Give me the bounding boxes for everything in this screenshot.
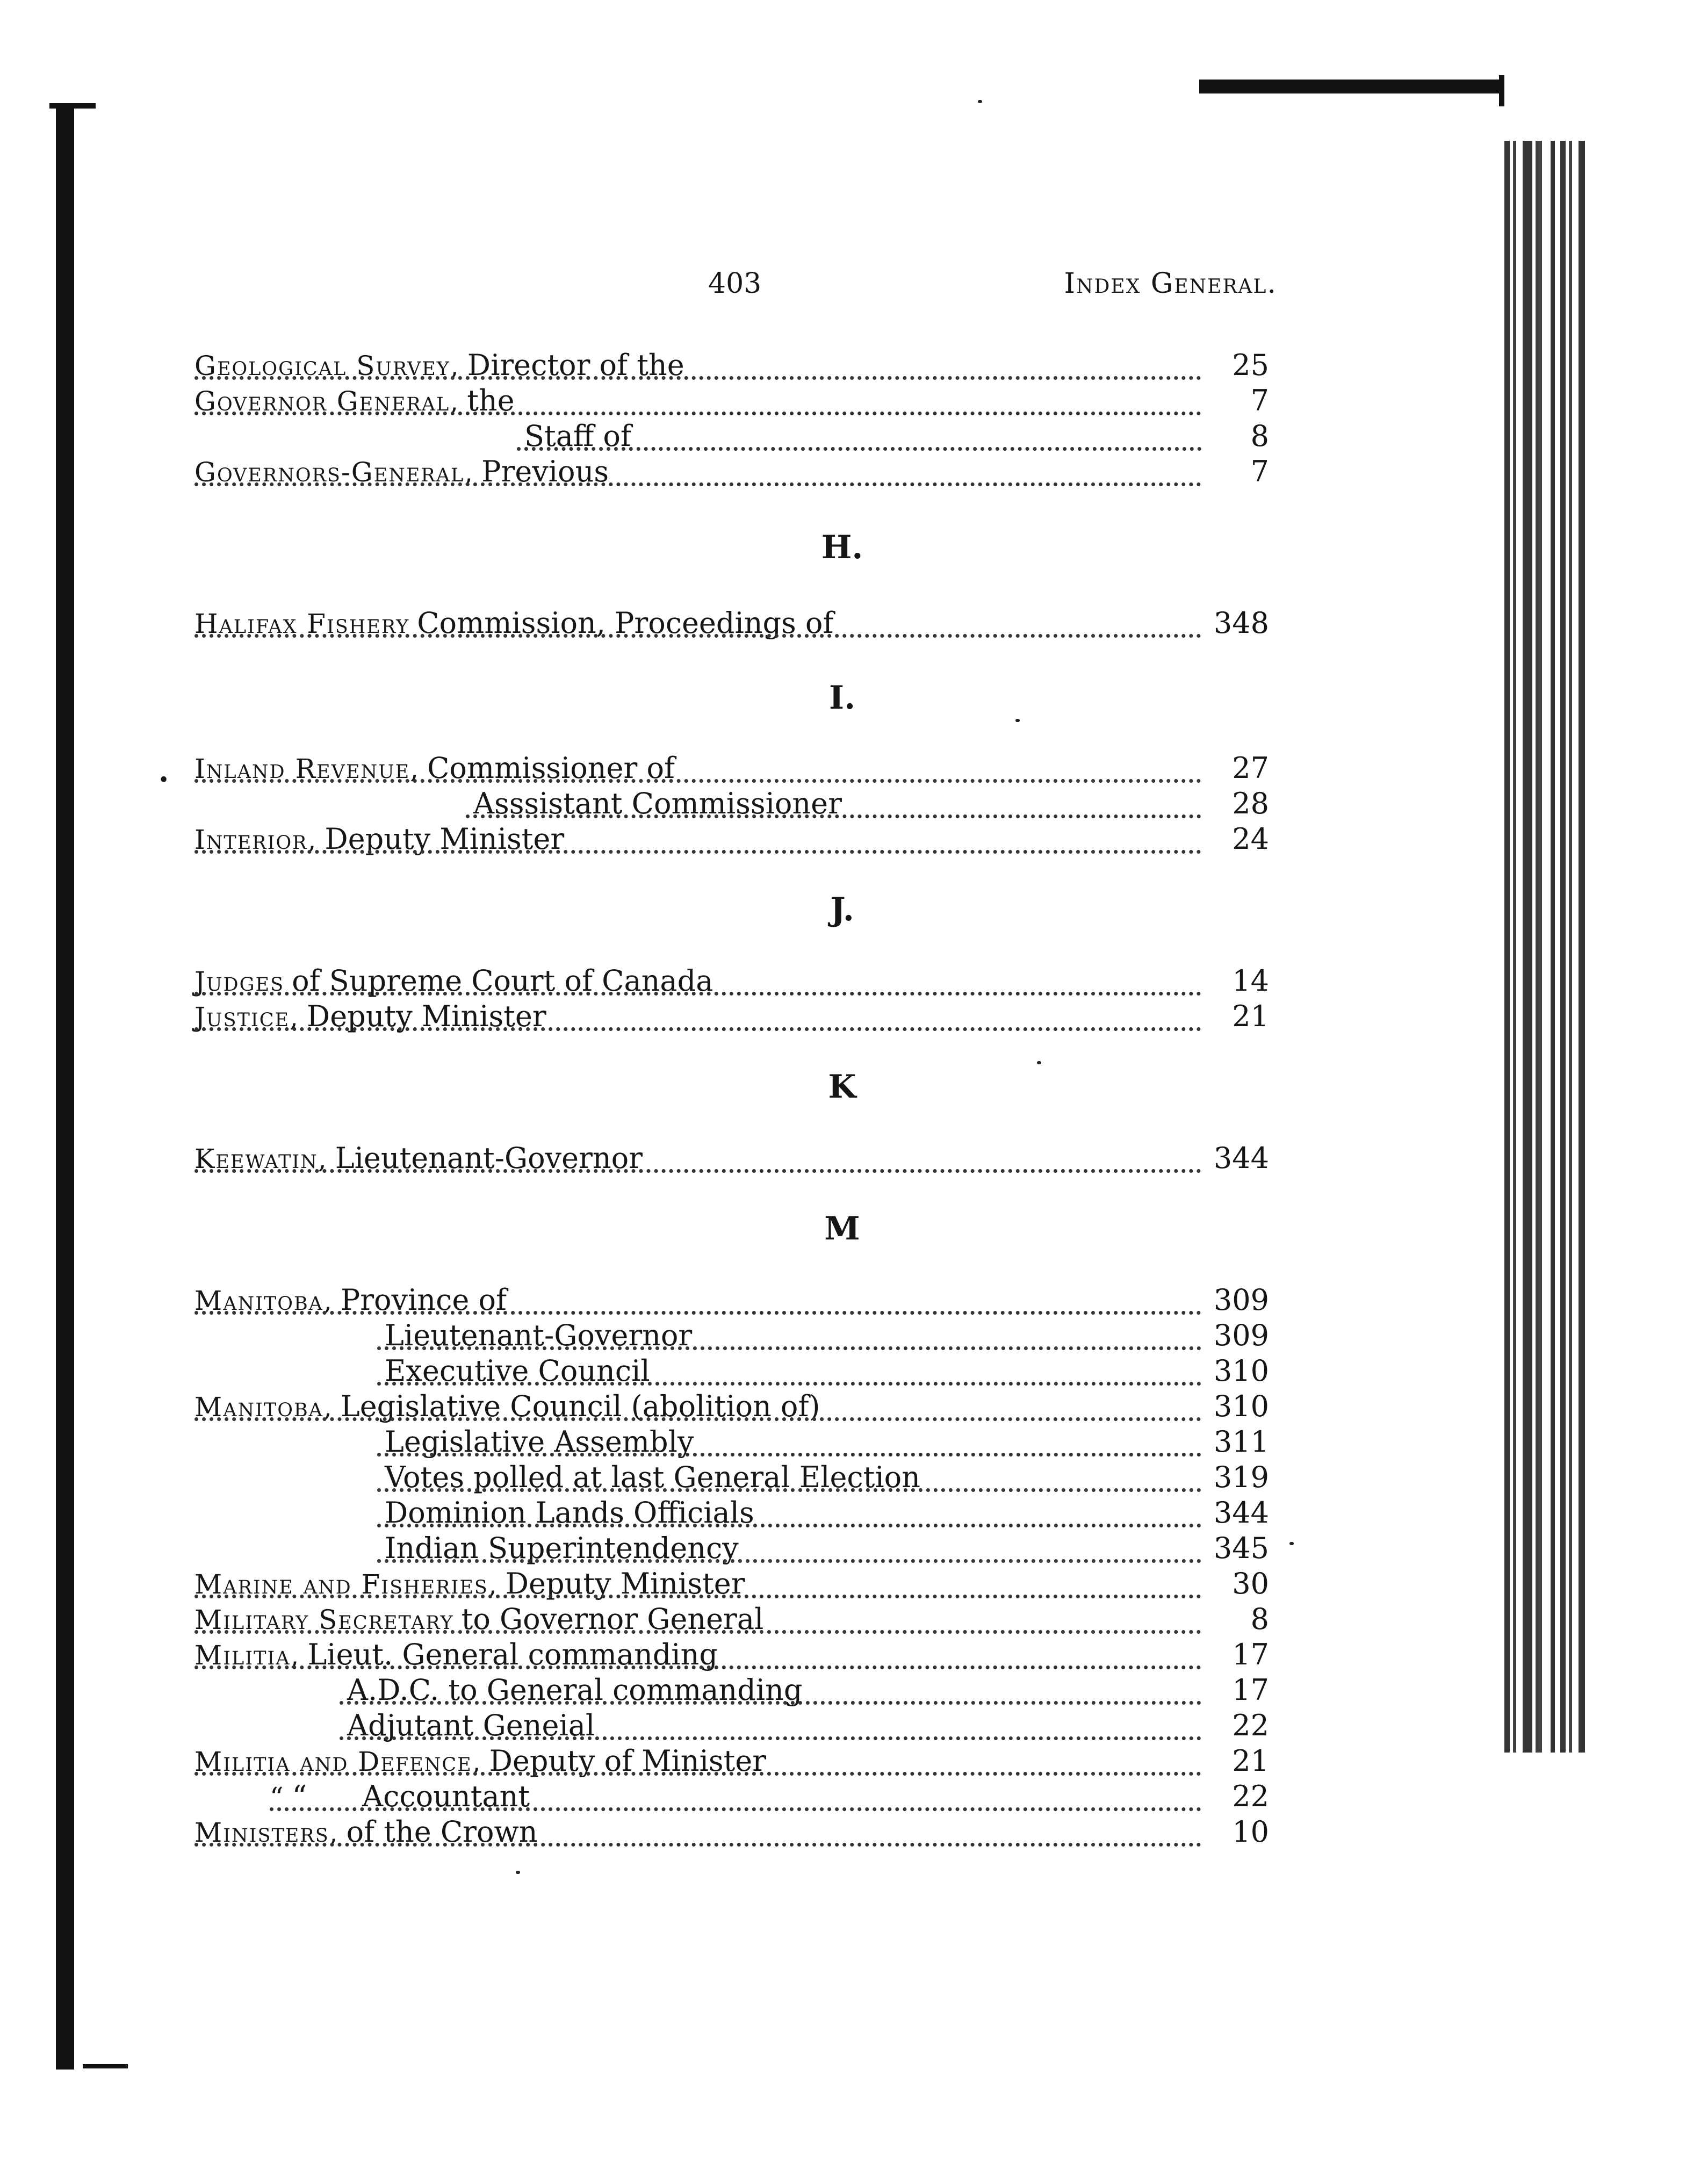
index-entry	[194, 999, 1269, 1035]
section-letter-j: J.	[830, 891, 854, 928]
entry-page: 24	[1203, 822, 1269, 856]
entry-heading: Interior,	[194, 824, 318, 855]
entry-page: 21	[1203, 1744, 1269, 1778]
entry-page: 348	[1203, 606, 1269, 640]
entry-detail: Deputy Minister	[325, 822, 565, 856]
leader-dots	[377, 1502, 1269, 1527]
scan-border-left-bottom	[83, 2064, 128, 2068]
index-entry	[194, 606, 1269, 641]
leader-dots	[466, 793, 1269, 818]
index-entry	[194, 1283, 1269, 1318]
entry-page: 17	[1203, 1673, 1269, 1707]
entry-heading: Halifax Fishery	[194, 608, 410, 639]
entry-heading: Judges	[194, 966, 285, 997]
index-entry	[194, 1141, 1269, 1177]
index-entry	[194, 455, 1269, 490]
index-entry	[194, 384, 1269, 419]
entry-detail: “ Accountant	[292, 1779, 530, 1813]
entry-page: 14	[1203, 964, 1269, 998]
entry-heading: Manitoba,	[194, 1285, 333, 1316]
leader-dots	[194, 1750, 1269, 1776]
entry-detail: Legislative Council (abolition of)	[340, 1389, 820, 1423]
leader-dots	[194, 828, 1269, 854]
entry-detail: of the Crown	[346, 1815, 538, 1849]
leader-dots	[194, 1821, 1269, 1847]
entry-page: 25	[1203, 348, 1269, 382]
entry-detail: Votes polled at last General Election	[385, 1460, 920, 1494]
index-entry	[194, 1354, 1269, 1389]
scan-edge-noise	[1504, 141, 1585, 1753]
entry-heading: Justice,	[194, 1001, 299, 1033]
scan-bullet-mark: •	[158, 769, 170, 791]
index-entry	[194, 822, 1269, 857]
entry-heading: Militia and Defence,	[194, 1746, 482, 1777]
leader-dots	[377, 1431, 1269, 1457]
entry-detail: A.D.C. to General commanding	[347, 1673, 803, 1707]
leader-dots	[194, 1573, 1269, 1598]
index-entry	[194, 1815, 1269, 1850]
entry-page: 7	[1203, 455, 1269, 488]
scan-speck	[1289, 1542, 1294, 1545]
scan-speck	[978, 100, 982, 103]
scan-speck	[516, 1871, 520, 1874]
entry-page: 311	[1203, 1425, 1269, 1459]
entry-heading: Geological Survey,	[194, 350, 460, 381]
entry-page: 309	[1203, 1318, 1269, 1352]
leader-dots	[377, 1467, 1269, 1492]
entry-detail: Deputy of Minister	[489, 1744, 767, 1778]
entry-detail: Staff of	[524, 419, 631, 453]
entry-heading: Marine and Fisheries,	[194, 1569, 498, 1600]
entry-page: 28	[1203, 787, 1269, 820]
entry-detail: Province of	[340, 1283, 507, 1317]
section-letter-m: M	[824, 1210, 860, 1248]
leader-dots	[194, 461, 1269, 486]
entry-heading: Inland Revenue,	[194, 753, 420, 784]
entry-heading: Militia,	[194, 1640, 300, 1671]
entry-heading: “	[270, 1782, 285, 1813]
entry-page: 22	[1203, 1708, 1269, 1742]
entry-page: 7	[1203, 384, 1269, 417]
leader-dots	[194, 1396, 1269, 1421]
entry-heading: Manitoba,	[194, 1391, 333, 1423]
entry-detail: Legislative Assembly	[385, 1425, 694, 1459]
entry-detail: Commission, Proceedings of	[417, 606, 834, 640]
index-entry	[194, 1496, 1269, 1531]
entry-heading: Governor General,	[194, 386, 460, 417]
index-entry	[194, 1779, 1269, 1815]
scan-border-left-top	[49, 103, 96, 109]
entry-page: 8	[1203, 1602, 1269, 1636]
index-entry	[194, 1460, 1269, 1496]
leader-dots	[194, 390, 1269, 415]
scan-border-top	[1199, 80, 1503, 93]
index-entry	[194, 1531, 1269, 1567]
leader-dots	[377, 1538, 1269, 1563]
entry-page: 344	[1203, 1496, 1269, 1530]
section-letter-k: K	[828, 1068, 856, 1106]
scan-speck	[1037, 1061, 1041, 1064]
entry-page: 344	[1203, 1141, 1269, 1175]
entry-detail: Deputy Minister	[306, 999, 546, 1033]
index-entry	[194, 1318, 1269, 1354]
leader-dots	[194, 612, 1269, 638]
entry-detail: Lieut. General commanding	[307, 1638, 718, 1671]
leader-dots	[194, 970, 1269, 996]
entry-detail: of Supreme Court of Canada	[292, 964, 714, 998]
entry-page: 310	[1203, 1389, 1269, 1423]
entry-page: 22	[1203, 1779, 1269, 1813]
entry-page: 27	[1203, 751, 1269, 785]
index-entry	[194, 787, 1269, 822]
section-letter-h: H.	[821, 529, 863, 566]
entry-detail: to Governor General	[461, 1602, 764, 1636]
entry-detail: Asssistant Commissioner	[473, 787, 842, 820]
leader-dots	[377, 1325, 1269, 1350]
leader-dots	[517, 426, 1269, 451]
leader-dots	[194, 1644, 1269, 1669]
entry-detail: Director of the	[467, 348, 684, 382]
index-entry	[194, 1567, 1269, 1602]
leader-dots	[194, 1148, 1269, 1173]
leader-dots	[270, 1786, 1269, 1811]
leader-dots	[194, 1289, 1269, 1315]
leader-dots	[194, 1006, 1269, 1031]
index-entry	[194, 1638, 1269, 1673]
entry-detail: Executive Council	[385, 1354, 650, 1388]
entry-page: 319	[1203, 1460, 1269, 1494]
index-entry	[194, 751, 1269, 787]
leader-dots	[194, 758, 1269, 783]
entry-page: 309	[1203, 1283, 1269, 1317]
section-letter-i: I.	[829, 679, 855, 717]
entry-heading: Keewatin,	[194, 1143, 328, 1174]
entry-detail: Adjutant Geneial	[347, 1708, 595, 1742]
leader-dots	[194, 355, 1269, 380]
index-entry	[194, 1708, 1269, 1744]
scan-speck	[1015, 719, 1020, 722]
index-entry	[194, 348, 1269, 384]
entry-page: 21	[1203, 999, 1269, 1033]
page-header	[0, 268, 1708, 311]
leader-dots	[377, 1360, 1269, 1386]
leader-dots	[340, 1715, 1269, 1740]
leader-dots	[340, 1679, 1269, 1705]
index-entry	[194, 1673, 1269, 1708]
index-entry	[194, 1425, 1269, 1460]
entry-detail: Commissioner of	[427, 751, 675, 785]
entry-detail: Indian Superintendency	[385, 1531, 739, 1565]
entry-page: 8	[1203, 419, 1269, 453]
entry-detail: Lieutenant-Governor	[385, 1318, 693, 1352]
index-entry	[194, 1602, 1269, 1638]
entry-heading: Military Secretary	[194, 1604, 454, 1635]
running-head: Index General.	[1064, 268, 1277, 300]
entry-page: 310	[1203, 1354, 1269, 1388]
entry-detail: Dominion Lands Officials	[385, 1496, 754, 1530]
entry-page: 10	[1203, 1815, 1269, 1849]
entry-page: 17	[1203, 1638, 1269, 1671]
index-entry	[194, 419, 1269, 455]
leader-dots	[194, 1609, 1269, 1634]
index-entry	[194, 964, 1269, 999]
entry-page: 345	[1203, 1531, 1269, 1565]
entry-detail: Deputy Minister	[505, 1567, 745, 1600]
entry-heading: Ministers,	[194, 1817, 339, 1848]
scan-border-top-tick	[1499, 75, 1504, 106]
entry-heading: Governors-General,	[194, 457, 474, 488]
entry-detail: Lieutenant-Governor	[335, 1141, 643, 1175]
page-number: 403	[708, 268, 762, 300]
index-entry	[194, 1389, 1269, 1425]
index-entry	[194, 1744, 1269, 1779]
entry-page: 30	[1203, 1567, 1269, 1600]
entry-detail: the	[467, 384, 515, 417]
entry-detail: Previous	[481, 455, 609, 488]
